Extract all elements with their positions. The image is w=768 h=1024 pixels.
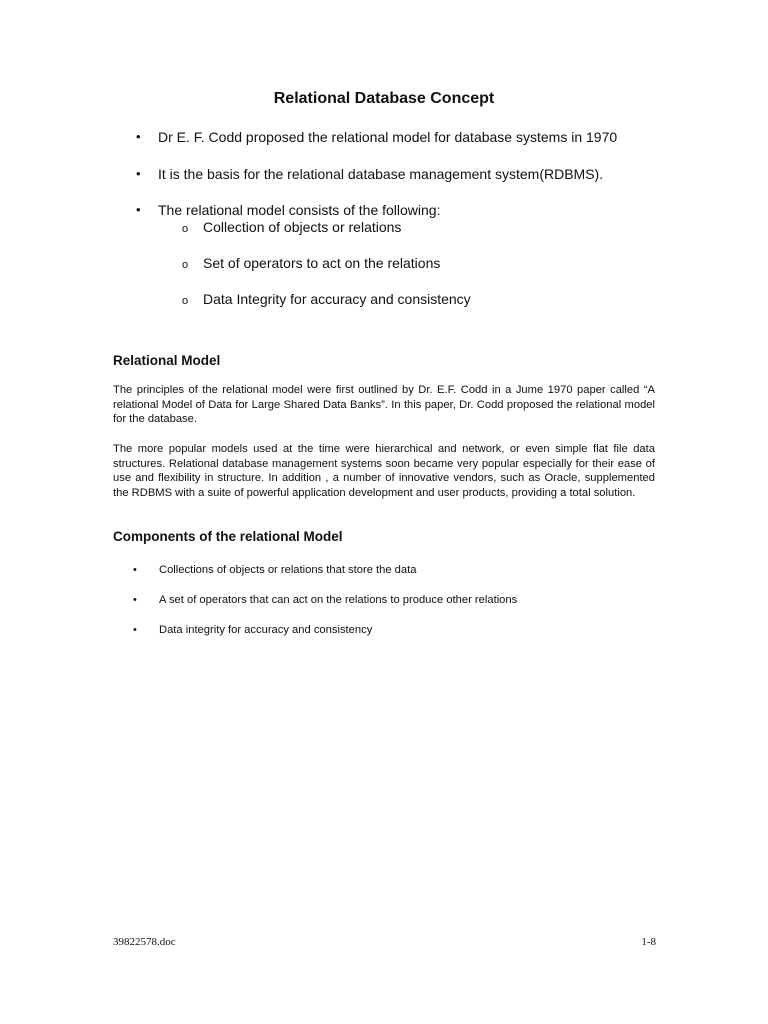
circle-bullet-icon: o <box>182 223 189 235</box>
component-text: A set of operators that can act on the relations to produce other relations <box>159 594 518 606</box>
component-text: Data integrity for accuracy and consistency <box>159 624 373 636</box>
bullet-text: The relational model consists of the following: <box>158 202 441 218</box>
page-title: Relational Database Concept <box>273 90 495 107</box>
circle-bullet-icon: o <box>182 259 189 271</box>
bullet-text: It is the basis for the relational database management system(RDBMS). <box>158 166 604 182</box>
component-text: Collections of objects or relations that store the data <box>159 564 417 576</box>
sub-bullet-text: Collection of objects or relations <box>203 219 402 235</box>
bullet-icon: • <box>133 564 137 576</box>
sub-bullet-text: Data Integrity for accuracy and consistency <box>203 291 471 307</box>
bullet-text: Dr E. F. Codd proposed the relational model for database systems in 1970 <box>158 129 618 145</box>
bullet-icon: • <box>133 594 137 606</box>
footer-page-number: 1-8 <box>641 936 656 948</box>
paragraph-principles: The principles of the relational model were first outlined by Dr. E.F. Codd in a Jume 1970 paper called “A relational Model of Data for Large Shared Data Banks”. In this paper, Dr. Codd proposed the relational model for the database. <box>113 384 655 425</box>
section-heading-components: Components of the relational Model <box>113 529 343 544</box>
bullet-icon: • <box>136 166 141 181</box>
paragraph-popular-models: The more popular models used at the time were hierarchical and network, or even simple flat file data structures. Relational database management systems soon became very popular especially for their ease of use and flexibility in structure. In addition , a number of innovative vendors, such as Oracle, supplemented the RDBMS with a suite of powerful application development and user products, providing a total solution. <box>113 443 655 499</box>
footer-filename: 39822578.doc <box>113 936 176 948</box>
circle-bullet-icon: o <box>182 295 189 307</box>
bullet-icon: • <box>136 202 141 217</box>
section-heading-relational-model: Relational Model <box>113 353 221 368</box>
sub-bullet-text: Set of operators to act on the relations <box>203 255 441 271</box>
bullet-icon: • <box>136 129 141 144</box>
bullet-icon: • <box>133 624 137 636</box>
